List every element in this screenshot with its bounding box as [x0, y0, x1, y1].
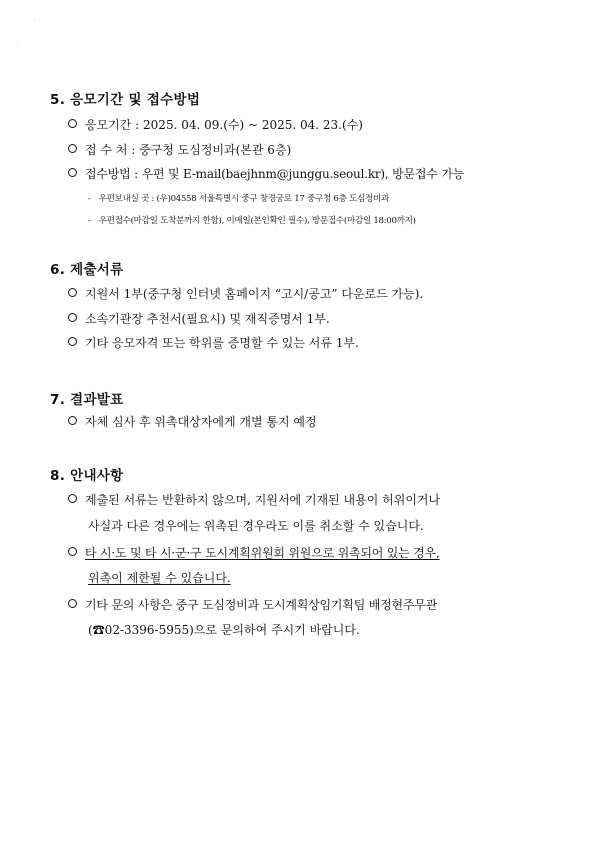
circle-bullet-icon	[68, 119, 77, 128]
circle-bullet-icon	[68, 313, 77, 322]
item-text: 제출된 서류는 반환하지 않으며, 지원서에 기재된 내용이 허위이거나	[85, 493, 441, 507]
reception-place-item	[68, 142, 291, 158]
subitem-text: 우편접수(마감일 도착분까지 한함), 이메일(본인확인 필수), 방문접수(마감일 18:00까지)	[98, 216, 416, 226]
item-text: 응모기간 : 2025. 04. 09.(수) ~ 2025. 04. 23.(수)	[85, 118, 363, 132]
dash-bullet: -	[88, 216, 91, 226]
mailing-address-subitem	[88, 193, 389, 205]
circle-bullet-icon	[68, 144, 77, 153]
notice-item-3-continuation: (☎02-3396-5955)으로 문의하여 주시기 바랍니다.	[88, 623, 360, 637]
subitem-text: 우편보내실 곳 : (우)04558 서울특별시 중구 창경궁로 17 중구청 6층 도심정비과	[98, 194, 390, 204]
circle-bullet-icon	[68, 337, 77, 346]
circle-bullet-icon	[68, 416, 77, 425]
item-text: 소속기관장 추천서(필요시) 및 재직증명서 1부.	[85, 312, 330, 326]
section-8-title: 8. 안내사항	[50, 468, 124, 484]
circle-bullet-icon	[68, 494, 77, 503]
item-text: 자체 심사 후 위촉대상자에게 개별 통지 예정	[85, 415, 317, 429]
submission-method-item	[68, 166, 464, 182]
circle-bullet-icon	[68, 168, 77, 177]
document-item	[68, 311, 330, 327]
dash-bullet: -	[88, 194, 91, 204]
circle-bullet-icon	[68, 599, 77, 608]
application-period-item	[68, 117, 363, 133]
submission-notes-subitem	[88, 215, 416, 227]
circle-bullet-icon	[68, 288, 77, 297]
item-text: 접수방법 : 우편 및 E-mail(baejhnm@junggu.seoul.kr), 방문접수 가능	[85, 167, 465, 181]
item-text: 위촉이 제한될 수 있습니다.	[88, 571, 231, 585]
notice-item-2-continuation	[88, 570, 231, 586]
scan-speck: ·	[17, 44, 19, 50]
document-item	[68, 335, 359, 351]
item-text: 타 시·도 및 타 시·군·구 도시계획위원회 위원으로 위촉되어 있는 경우,	[85, 546, 440, 560]
notice-item-2	[68, 545, 440, 561]
notice-item-1	[68, 492, 440, 508]
result-notice-item	[68, 414, 317, 430]
item-text: 기타 문의 사항은 중구 도심정비과 도시계획상임기획팀 배정현주무관	[85, 598, 438, 612]
item-text: 기타 응모자격 또는 학위를 증명할 수 있는 서류 1부.	[85, 336, 359, 350]
section-7-title: 7. 결과발표	[50, 392, 124, 408]
scan-speck: ·	[34, 17, 36, 23]
notice-item-1-continuation: 사실과 다른 경우에는 위촉된 경우라도 이를 취소할 수 있습니다.	[88, 519, 424, 533]
section-5-title: 5. 응모기간 및 접수방법	[50, 92, 201, 108]
document-item	[68, 286, 423, 302]
circle-bullet-icon	[68, 547, 77, 556]
item-text: 접 수 처 : 중구청 도심정비과(본관 6층)	[85, 143, 292, 157]
notice-item-3	[68, 597, 437, 613]
item-text: 지원서 1부(중구청 인터넷 홈페이지 “고시/공고” 다운로드 가능).	[85, 287, 424, 301]
section-6-title: 6. 제출서류	[50, 262, 124, 278]
